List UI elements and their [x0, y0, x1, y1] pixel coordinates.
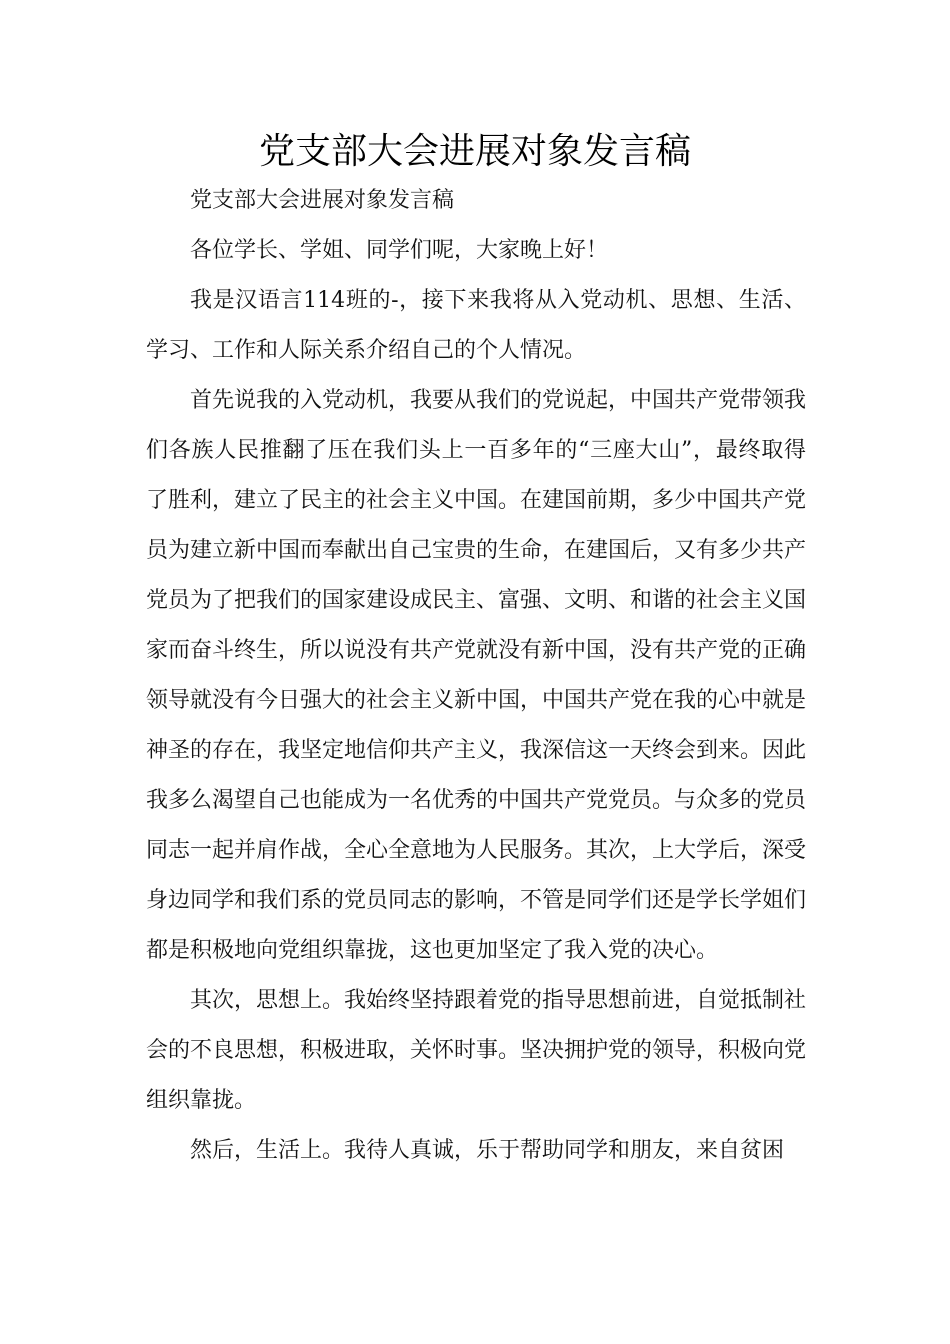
paragraph-introduction: 我是汉语言114班的-，接下来我将从入党动机、思想、生活、学习、工作和人际关系介绍自己的个人情况。 — [146, 288, 806, 363]
paragraph-greeting: 各位学长、学姐、同学们呢，大家晚上好！ — [190, 238, 609, 263]
document-title: 党支部大会进展对象发言稿 — [258, 131, 691, 172]
paragraph-thought: 其次，思想上。我始终坚持跟着党的指导思想前进，自觉抵制社会的不良思想，积极进取，关怀时事。坚决拥护党的领导，积极向党组织靠拢。 — [146, 988, 807, 1113]
paragraph-life: 然后，生活上。我待人真诚，乐于帮助同学和朋友，来自贫困 — [190, 1138, 785, 1163]
paragraph-motivation: 首先说我的入党动机，我要从我们的党说起，中国共产党带领我们各族人民推翻了压在我们头上一百多年的“三座大山”，最终取得了胜利，建立了民主的社会主义中国。在建国前期，多少中国共产党员为建立新中国而奉献出自己宝贵的生命，在建国后，又有多少共产党员为了把我们的国家建设成民主、富强、文明、和谐的社会主义国家而奋斗终生，所以说没有共产党就没有新中国，没有共产党的正确领导就没有今日强大的社会主义新中国，中国共产党在我的心中就是神圣的存在，我坚定地信仰共产主义，我深信这一天终会到来。因此我多么渴望自己也能成为一名优秀的中国共产党党员。与众多的党员同志一起并肩作战，全心全意地为人民服务。其次，上大学后，深受身边同学和我们系的党员同志的影响，不管是同学们还是学长学姐们都是积极地向党组织靠拢，这也更加坚定了我入党的决心。 — [146, 388, 807, 963]
document-body — [146, 176, 806, 1176]
paragraph-subtitle: 党支部大会进展对象发言稿 — [190, 188, 455, 213]
